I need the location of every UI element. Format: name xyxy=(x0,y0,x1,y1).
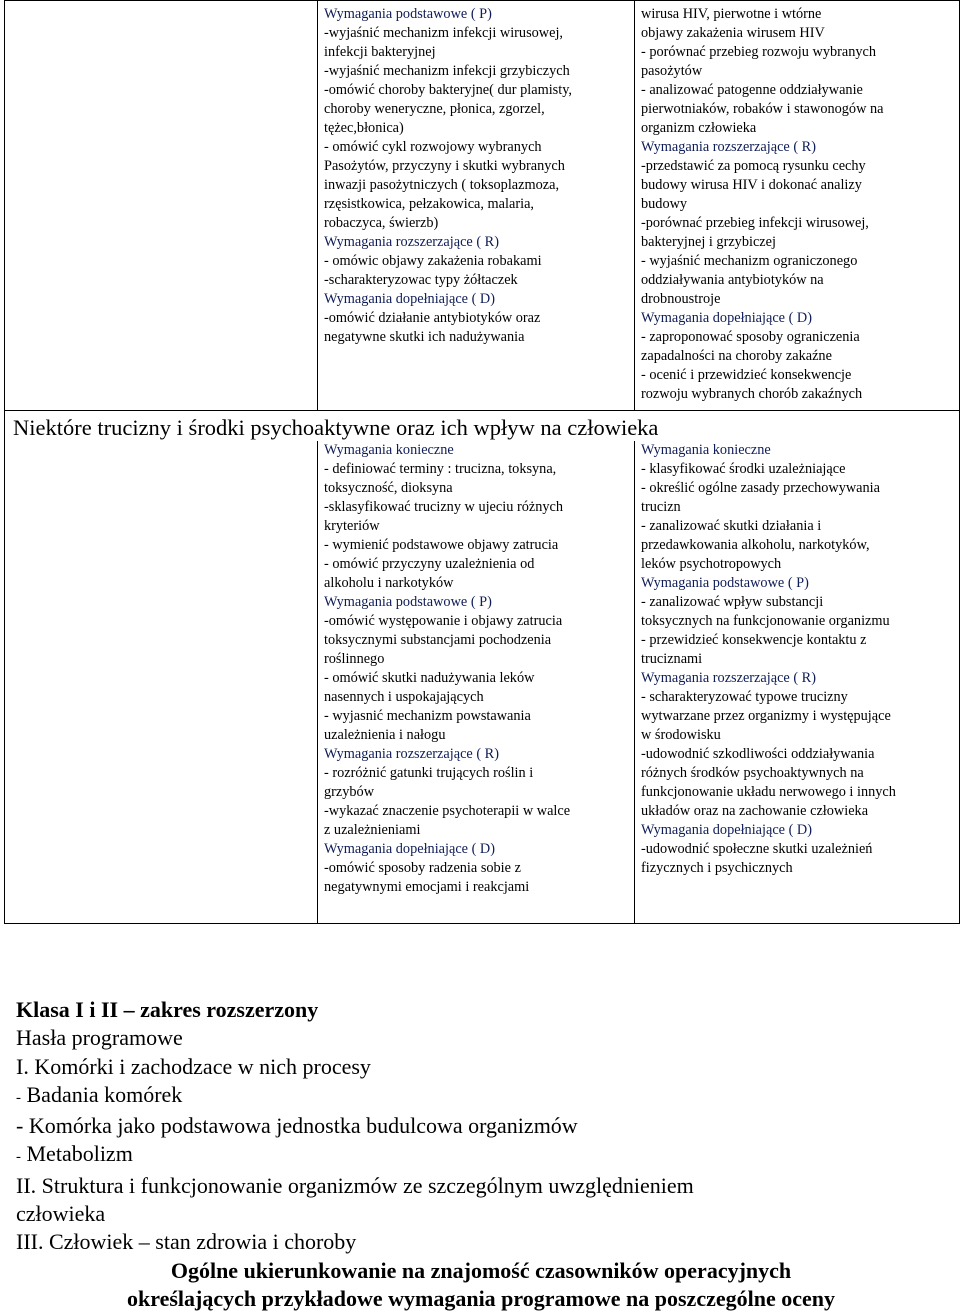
requirement-line: zapadalności na choroby zakaźne xyxy=(641,348,832,364)
mid-left-text xyxy=(318,441,634,903)
requirement-line: oddziaływania antybiotyków na xyxy=(641,272,824,288)
requirement-heading: Wymagania rozszerzające ( R) xyxy=(324,746,499,762)
requirement-line: z uzależnieniami xyxy=(324,822,421,838)
requirement-line: uzależnienia i nałogu xyxy=(324,727,446,743)
requirement-line: - scharakteryzować typowe trucizny xyxy=(641,689,848,705)
requirement-line: Pasożytów, przyczyny i skutki wybranych xyxy=(324,158,565,174)
requirement-line: - zanalizować wpływ substancji xyxy=(641,594,824,610)
requirement-line: wytwarzane przez organizmy i występujące xyxy=(641,708,891,724)
requirement-line: grzybów xyxy=(324,784,375,800)
requirement-line: drobnoustroje xyxy=(641,291,721,307)
section-title-cell xyxy=(5,411,960,442)
requirement-line: - przewidzieć konsekwencje kontaktu z xyxy=(641,632,867,648)
requirement-heading: Wymagania rozszerzające ( R) xyxy=(324,234,499,250)
requirement-line: w środowisku xyxy=(641,727,721,743)
requirement-heading: Wymagania dopełniające ( D) xyxy=(641,310,813,326)
requirement-line: -wykazać znaczenie psychoterapii w walce xyxy=(324,803,571,819)
requirement-line: negatywne skutki ich nadużywania xyxy=(324,329,525,345)
requirement-line: -przedstawić za pomocą rysunku cechy xyxy=(641,158,866,174)
requirement-line: - wymienić podstawowe objawy zatrucia xyxy=(324,537,559,553)
requirement-heading: Wymagania podstawowe ( P) xyxy=(324,6,492,22)
requirement-line: inwazji pasożytniczych ( toksoplazmoza, xyxy=(324,177,560,193)
requirement-line: nasennych i uspokajających xyxy=(324,689,484,705)
program-item-1c xyxy=(16,1140,946,1171)
requirement-line: fizycznych i psychicznych xyxy=(641,860,793,876)
cell-top-right xyxy=(635,1,960,411)
requirement-heading: Wymagania podstawowe ( P) xyxy=(324,594,492,610)
list-text: Badania komórek xyxy=(21,1081,183,1107)
requirement-line: toksycznymi substancjami pochodzenia xyxy=(324,632,552,648)
requirement-line: trucizn xyxy=(641,499,681,515)
requirement-line: - omówić skutki nadużywania leków xyxy=(324,670,535,686)
requirement-line: negatywnymi emocjami i reakcjami xyxy=(324,879,530,895)
cell-top-left xyxy=(318,1,635,411)
requirement-line: - definiować terminy : trucizna, toksyna, xyxy=(324,461,557,477)
requirement-line: - rozróżnić gatunki trujących roślin i xyxy=(324,765,534,781)
requirement-line: budowy wirusa HIV i dokonać analizy xyxy=(641,177,862,193)
requirement-line: choroby weneryczne, płonica, zgorzel, xyxy=(324,101,545,117)
requirement-line: truciznami xyxy=(641,651,703,667)
program-item-1a xyxy=(16,1081,946,1112)
requirement-heading: Wymagania konieczne xyxy=(641,442,771,458)
table-row-section xyxy=(5,411,960,442)
requirement-line: wirusa HIV, pierwotne i wtórne xyxy=(641,6,822,22)
requirement-line: tężec,błonica) xyxy=(324,120,404,136)
requirement-heading: Wymagania rozszerzające ( R) xyxy=(641,139,816,155)
requirement-heading: Wymagania dopełniające ( D) xyxy=(641,822,813,838)
section-title: Niektóre trucizny i środki psychoaktywne oraz ich wpływ na człowieka xyxy=(13,415,659,440)
requirement-heading: Wymagania podstawowe ( P) xyxy=(641,575,809,591)
requirement-line: leków psychotropowych xyxy=(641,556,782,572)
requirement-line: -wyjaśnić mechanizm infekcji wirusowej, xyxy=(324,25,563,41)
requirement-line: -omówić działanie antybiotyków oraz xyxy=(324,310,541,326)
requirement-line: - klasyfikować środki uzależniające xyxy=(641,461,846,477)
requirement-heading: Wymagania rozszerzające ( R) xyxy=(641,670,816,686)
top-left-text xyxy=(318,1,634,353)
program-section xyxy=(16,996,946,1313)
requirement-line: -sklasyfikować trucizny w ujeciu różnych xyxy=(324,499,563,515)
requirement-line: - zanalizować skutki działania i xyxy=(641,518,822,534)
class-heading: Klasa I i II – zakres rozszerzony xyxy=(16,997,319,1022)
requirement-line: -omówić choroby bakteryjne( dur plamisty, xyxy=(324,82,573,98)
requirement-line: robaczyca, świerzb) xyxy=(324,215,439,231)
program-subheading: Hasła programowe xyxy=(16,1025,183,1051)
requirement-line: -omówić sposoby radzenia sobie z xyxy=(324,860,521,876)
list-dash: - xyxy=(16,1089,21,1106)
program-item-2-line1: II. Struktura i funkcjonowanie organizmów ze szczególnym uwzględnieniem xyxy=(16,1172,694,1198)
requirement-line: -wyjaśnić mechanizm infekcji grzybiczych xyxy=(324,63,570,79)
requirement-heading: Wymagania konieczne xyxy=(324,442,454,458)
footer-line-1: Ogólne ukierunkowanie na znajomość czasowników operacyjnych xyxy=(170,1257,792,1283)
requirement-line: toksycznych na funkcjonowanie organizmu xyxy=(641,613,890,629)
program-item-1b: - Komórka jako podstawowa jednostka budulcowa organizmów xyxy=(16,1113,578,1139)
requirement-heading: Wymagania dopełniające ( D) xyxy=(324,291,496,307)
requirement-line: funkcjonowanie układu nerwowego i innych xyxy=(641,784,896,800)
requirement-line: -udowodnić szkodliwości oddziaływania xyxy=(641,746,875,762)
requirement-line: - określić ogólne zasady przechowywania xyxy=(641,480,880,496)
requirement-line: przedawkowania alkoholu, narkotyków, xyxy=(641,537,870,553)
cell-mid-left xyxy=(318,441,635,923)
requirement-line: -porównać przebieg infekcji wirusowej, xyxy=(641,215,869,231)
requirements-table xyxy=(4,0,960,924)
requirement-line: alkoholu i narkotyków xyxy=(324,575,454,591)
requirement-line: kryteriów xyxy=(324,518,380,534)
requirement-line: - omówić cykl rozwojowy wybranych xyxy=(324,139,542,155)
requirement-line: organizm człowieka xyxy=(641,120,757,136)
mid-right-text xyxy=(635,441,959,884)
requirement-heading: Wymagania dopełniające ( D) xyxy=(324,841,496,857)
list-dash: - xyxy=(16,1149,21,1166)
requirement-line: pasożytów xyxy=(641,63,703,79)
requirement-line: - omówić przyczyny uzależnienia od xyxy=(324,556,535,572)
requirement-line: -udowodnić społeczne skutki uzależnień xyxy=(641,841,873,857)
requirement-line: toksyczność, dioksyna xyxy=(324,480,453,496)
requirement-line: -scharakteryzowac typy żółtaczek xyxy=(324,272,518,288)
table-row-mid xyxy=(5,441,960,923)
requirement-line: budowy xyxy=(641,196,688,212)
empty-cell xyxy=(5,1,318,411)
requirement-line: pierwotniaków, robaków i stawonogów na xyxy=(641,101,884,117)
requirement-line: objawy zakażenia wirusem HIV xyxy=(641,25,825,41)
empty-cell xyxy=(5,441,318,923)
requirement-line: - omówic objawy zakażenia robakami xyxy=(324,253,542,269)
requirement-line: - porównać przebieg rozwoju wybranych xyxy=(641,44,877,60)
list-text: Metabolizm xyxy=(21,1141,133,1167)
requirement-line: - analizować patogenne oddziaływanie xyxy=(641,82,863,98)
requirement-line: - wyjaśnić mechanizm ograniczonego xyxy=(641,253,858,269)
top-right-text xyxy=(635,1,959,410)
program-item-2-line2: człowieka xyxy=(16,1201,106,1227)
footer-line-2: określających przykładowe wymagania programowe na poszczególne oceny xyxy=(126,1285,835,1311)
requirement-line: - ocenić i przewidzieć konsekwencje xyxy=(641,367,852,383)
requirement-line: infekcji bakteryjnej xyxy=(324,44,436,60)
requirement-line: - zaproponować sposoby ograniczenia xyxy=(641,329,860,345)
requirement-line: roślinnego xyxy=(324,651,385,667)
requirement-line: różnych środków psychoaktywnych na xyxy=(641,765,864,781)
table-row-top xyxy=(5,1,960,411)
requirement-line: - wyjasnić mechanizm powstawania xyxy=(324,708,531,724)
program-item-3: III. Człowiek – stan zdrowia i choroby xyxy=(16,1229,357,1255)
requirement-line: bakteryjnej i grzybiczej xyxy=(641,234,776,250)
requirement-line: układów oraz na zachowanie człowieka xyxy=(641,803,869,819)
requirement-line: -omówić występowanie i objawy zatrucia xyxy=(324,613,563,629)
requirement-line: rzęsistkowica, pełzakowica, malaria, xyxy=(324,196,534,212)
program-item-1: I. Komórki i zachodzace w nich procesy xyxy=(16,1053,371,1079)
cell-mid-right xyxy=(635,441,960,923)
requirement-line: rozwoju wybranych chorób zakaźnych xyxy=(641,386,863,402)
